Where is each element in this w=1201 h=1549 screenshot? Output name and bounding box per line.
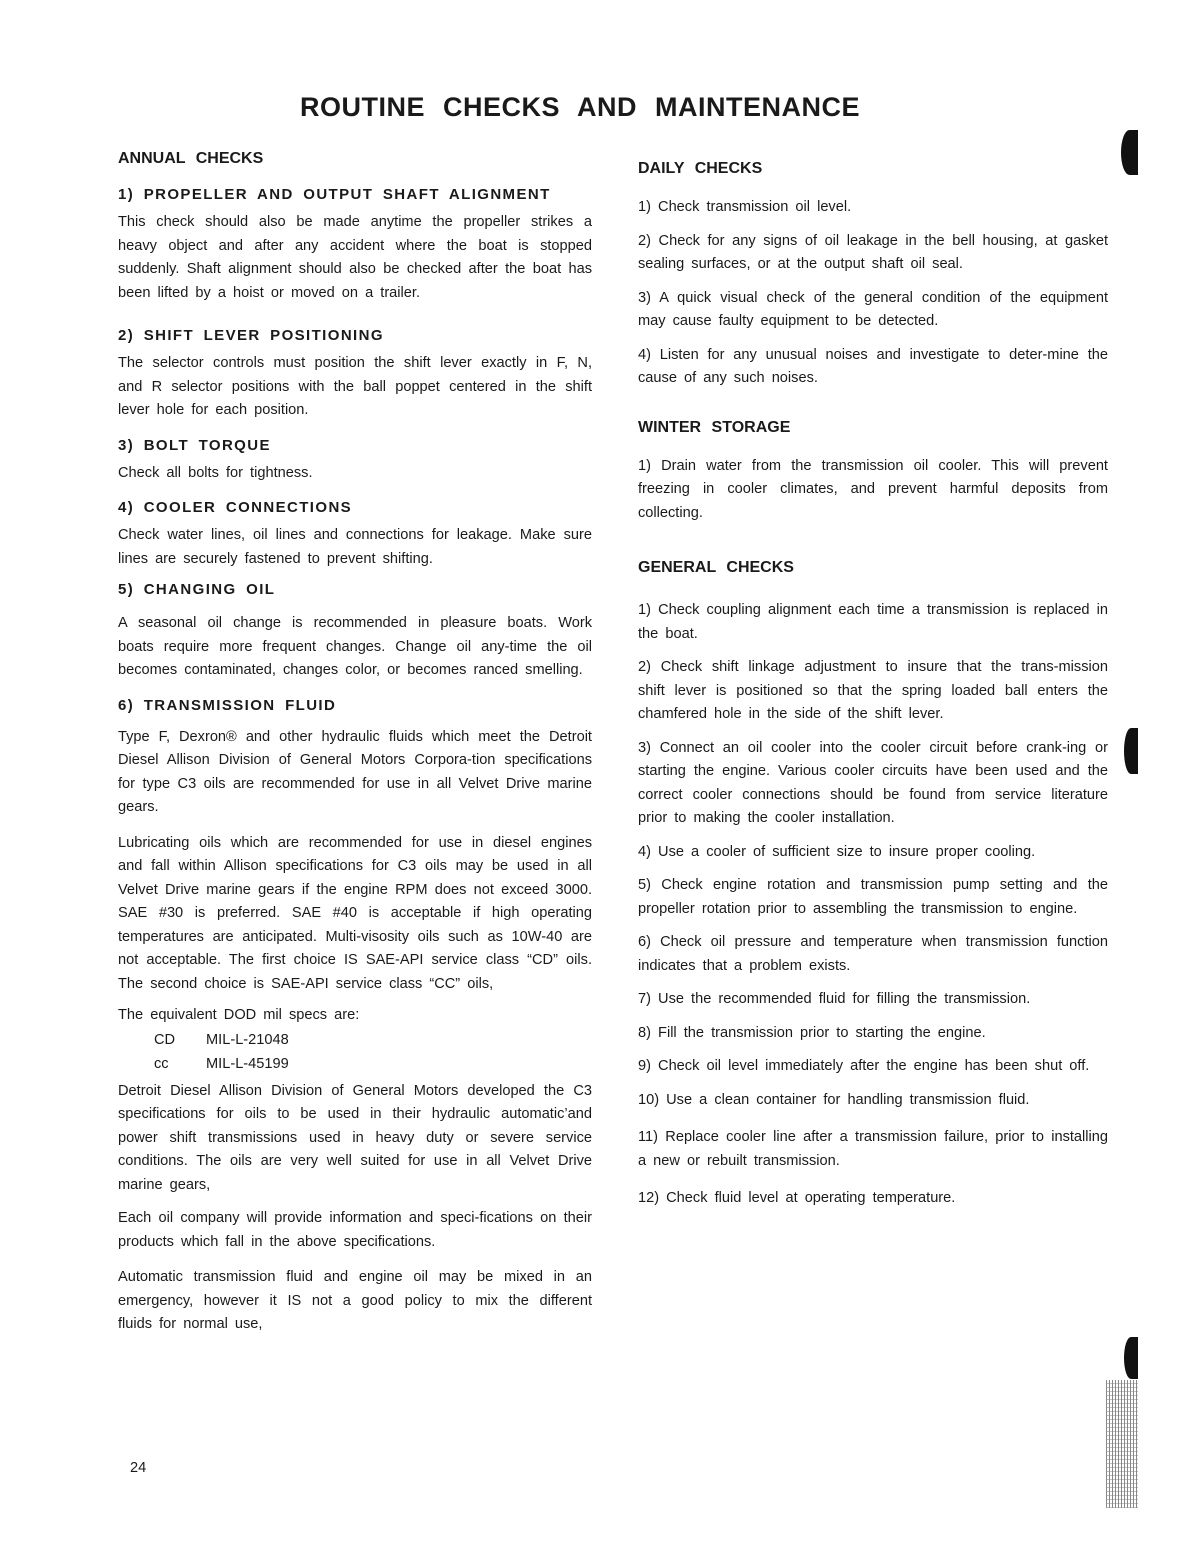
cooler-connections-text: Check water lines, oil lines and connections for leakage. Make sure lines are securely fastened to prevent shifting. [118,527,592,567]
spec-code: CD [154,1031,176,1048]
general-check-item: 9) Check oil level immediately after the engine has been shut off. [638,1058,1090,1074]
general-check-item: 6) Check oil pressure and temperature when transmission function indicates that a problem exists. [638,934,1108,974]
general-check-item: 10) Use a clean container for handling transmission fluid. [638,1091,1030,1108]
left-column [118,150,592,1337]
transmission-fluid-heading: 6) TRANSMISSION FLUID [118,696,337,714]
general-checks-heading: GENERAL CHECKS [638,559,794,576]
lubricating-oils-text: Lubricating oils which are recommended for use in diesel engines and fall within Allison specifications for C3 oils may be used in all Velvet Drive marine gears if the engine RPM does not exceed 3000. SAE #30 is preferred. SAE #40 is acceptable if high operating temperatures are anticipated. Multi-visosity oils such as 10W-40 are not acceptable. The first choice IS SAE-API service class “CD” oils. The second choice is SAE-API service class “CC” oils, [118,834,592,992]
general-check-item: 8) Fill the transmission prior to starting the engine. [638,1024,986,1041]
general-check-item: 7) Use the recommended fluid for filling the transmission. [638,991,1031,1007]
c3-specifications-text: Detroit Diesel Allison Division of General Motors developed the C3 specifications for oils to be used in their hydraulic automatic’and power shift transmissions used in heavy duty or severe service conditions. The oils are very well suited for use in all Velvet Drive marine gears, [118,1082,592,1193]
general-check-item: 12) Check fluid level at operating temperature. [638,1190,956,1206]
dod-spec-list [118,1028,592,1076]
general-check-item: 3) Connect an oil cooler into the cooler circuit before crank-ing or starting the engine. Various cooler circuits have been used and the correct cooler connections should be found from service literature prior to making the cooler installation. [638,739,1108,826]
dod-spec-row [118,1028,592,1052]
binder-hole-mark [1121,130,1138,175]
general-check-item: 5) Check engine rotation and transmission pump setting and the propeller rotation prior to assembling the transmission to engine. [638,877,1108,917]
daily-check-item: 1) Check transmission oil level. [638,199,852,215]
page-title: ROUTINE CHECKS AND MAINTENANCE [299,92,860,122]
shift-lever-positioning-heading: 2) SHIFT LEVER POSITIONING [118,327,384,344]
daily-check-item: 3) A quick visual check of the general condition of the equipment may cause faulty equipment to be detected. [638,289,1108,329]
bolt-torque-heading: 3) BOLT TORQUE [118,436,271,454]
dod-spec-row [118,1052,592,1076]
general-check-item: 1) Check coupling alignment each time a transmission is replaced in the boat. [638,602,1108,642]
bolt-torque-text: Check all bolts for tightness. [118,464,313,481]
general-check-item: 2) Check shift linkage adjustment to insure that the trans-mission shift lever is positioned so that the spring loaded ball enters the chamfered hole in the side of the shift lever. [638,659,1108,722]
general-check-item: 4) Use a cooler of sufficient size to insure proper cooling. [638,843,1036,860]
right-column [638,150,1108,1211]
oil-company-text: Each oil company will provide information and speci-fications on their products which fall in the above specifications. [118,1210,592,1250]
binder-hole-mark [1124,728,1138,774]
mixing-fluids-text: Automatic transmission fluid and engine oil may be mixed in an emergency, however it IS not a good policy to mix the different fluids for normal use, [118,1269,592,1332]
winter-storage-item: 1) Drain water from the transmission oil cooler. This will prevent freezing in cooler climates, and prevent harmful deposits from collecting. [638,457,1108,521]
page-number: 24 [130,1460,147,1476]
scan-edge-noise [1106,1380,1138,1508]
transmission-fluid-text: Type F, Dexron® and other hydraulic fluids which meet the Detroit Diesel Allison Division of General Motors Corpora-tion specifications for type C3 oils are recommended for use in all Velvet Drive marine gears. [118,728,592,815]
general-check-item: 11) Replace cooler line after a transmission failure, prior to installing a new or rebuilt transmission. [638,1129,1108,1169]
spec-value: MIL-L-45199 [206,1055,289,1072]
annual-checks-heading: ANNUAL CHECKS [118,150,264,167]
dod-specs-intro: The equivalent DOD mil specs are: [118,1007,360,1023]
spec-code: cc [154,1055,169,1072]
cooler-connections-heading: 4) COOLER CONNECTIONS [118,499,353,516]
propeller-alignment-heading: 1) PROPELLER AND OUTPUT SHAFT ALIGNMENT [118,186,551,203]
spec-value: MIL-L-21048 [206,1031,289,1048]
daily-check-item: 2) Check for any signs of oil leakage in the bell housing, at gasket sealing surfaces, or at the output shaft oil seal. [638,232,1108,272]
daily-checks-heading: DAILY CHECKS [638,160,763,177]
binder-hole-mark [1124,1337,1138,1379]
winter-storage-heading: WINTER STORAGE [638,418,791,436]
daily-check-item: 4) Listen for any unusual noises and investigate to deter-mine the cause of any such noises. [638,346,1108,386]
changing-oil-text: A seasonal oil change is recommended in pleasure boats. Work boats require more frequent changes. Change oil any-time the oil becomes contaminated, changes color, or becomes ranced smelling. [118,615,592,678]
shift-lever-positioning-text: The selector controls must position the shift lever exactly in F, N, and R selector positions with the ball poppet centered in the shift lever hole for each position. [118,355,592,418]
changing-oil-heading: 5) CHANGING OIL [118,581,276,598]
propeller-alignment-text: This check should also be made anytime the propeller strikes a heavy object and after any accident where the boat is stopped suddenly. Shaft alignment should also be checked after the boat has been lifted by a hoist or moved on a trailer. [118,214,592,301]
